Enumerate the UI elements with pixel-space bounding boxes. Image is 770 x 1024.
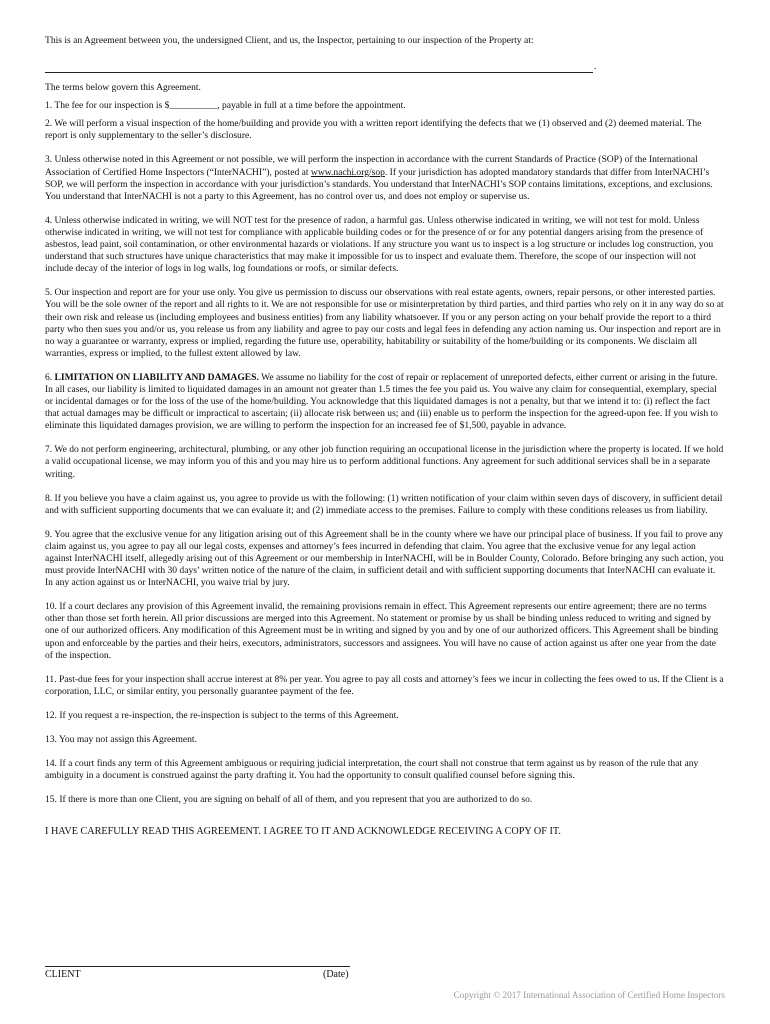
clause-6: [45, 372, 725, 432]
clause-10: 10. If a court declares any provision of this Agreement invalid, the remaining provisions remain in effect. This Agreement represents our entire agreement; there are no terms other than those set forth herein. All prior discussions are merged into this Agreement. No statement or promise by us shall be binding unless reduced to writing and signed by one of our authorized officers. Any modification of this Agreement must be in writing and signed by you and by one of our authorized officers. This Agreement shall be binding upon and enforceable by the parties and their heirs, executors, administrators, successors and assignees. You will have no cause of action against us after one year from the date of the inspection.: [45, 601, 719, 661]
clause-4: 4. Unless otherwise indicated in writing, we will NOT test for the presence of radon, a harmful gas. Unless otherwise indicated in writing, we will not test for mold. Unless otherwise indicated in writing, we will not test for compliance with applicable building codes or for the presence of or for any potential dangers arising from the presence of asbestos, lead paint, soil contamination, or other environmental hazards or violations. If any structure you want us to inspect is a log structure or includes log construction, you understand that such structures have unique characteristics that may make it impossible for us to inspect and evaluate them. Therefore, the scope of our inspection will not include decay of the interior of logs in log walls, log foundations or roofs, or similar defects.: [45, 214, 714, 275]
clause-3: [45, 154, 725, 202]
clause-6-number: 6.: [45, 371, 55, 383]
clause-3-text-b: . If your jurisdiction has adopted mandatory standards that differ from InterNACHI’s SOP, we will perform the inspection in accordance with your jurisdiction’s standards. You understand that InterNACHI’s SOP contains limitations, exceptions, and exclusions. You understand that InterNACHI is not a party to this Agreement, has no control over us, and does not employ or supervise us.: [45, 166, 713, 202]
client-label: CLIENT: [45, 969, 81, 980]
address-line-period: .: [594, 61, 597, 72]
sop-link[interactable]: www.nachi.org/sop: [310, 166, 385, 178]
property-address-line[interactable]: [45, 53, 593, 73]
agreement-document: [45, 35, 725, 839]
clause-3-text-a: 3. Unless otherwise noted in this Agreement or not possible, we will perform the inspection in accordance with the current Standards of Practice (SOP) of the International Association of Certified Home Inspectors (“InterNACHI”), posted at: [45, 154, 698, 178]
clause-6-title: LIMITATION ON LIABILITY AND DAMAGES.: [54, 371, 259, 383]
clause-8: 8. If you believe you have a claim against us, you agree to provide us with the following: (1) written notification of your claim within seven days of discovery, in sufficient detail and with sufficient supporting documents that we can evaluate it; and (2) immediate access to the premises. Failure to comply with these conditions releases us from liability.: [45, 492, 723, 516]
clause-2: 2. We will perform a visual inspection of the home/building and provide you with a written report identifying the defects that we (1) observed and (2) deemed material. The report is only supplementary to the seller’s disclosure.: [45, 118, 702, 142]
acknowledgement-statement: I HAVE CAREFULLY READ THIS AGREEMENT. I AGREE TO IT AND ACKNOWLEDGE RECEIVING A COPY OF IT.: [45, 826, 561, 838]
clause-5: 5. Our inspection and report are for your use only. You give us permission to discuss our observations with real estate agents, owners, repair persons, or other interested parties. You will be the sole owner of the report and all rights to it. We are not responsible for use or misinterpretation by third parties, and third parties who rely on it in any way do so at their own risk and release us (including employees and business entities) from any liability whatsoever. If you or any person acting on your behalf provide the report to a third party who then sues you and/or us, you release us from any liability and agree to pay our costs and legal fees in defending any action naming us. Our inspection and report are in no way a guarantee or warranty, express or implied, regarding the future use, operability, habitability or suitability of the home/building or its components. We disclaim all warranties, express or implied, to the fullest extent allowed by law.: [45, 287, 724, 359]
clause-9: 9. You agree that the exclusive venue for any litigation arising out of this Agreement shall be in the county where we have our principal place of business. If you fail to prove any claim against us, you agree to pay all our legal costs, expenses and attorney’s fees incurred in defending that claim. You agree that the exclusive venue for any legal action against InterNACHI itself, allegedly arising out of this Agreement or our membership in InterNACHI, will be in Boulder County, Colorado. Before bringing any such action, you must provide InterNACHI with 30 days’ written notice of the nature of the claim, in sufficient detail and with sufficient supporting documents that InterNACHI can evaluate it. In any action against us or InterNACHI, you waive trial by jury.: [45, 528, 724, 589]
clause-7: 7. We do not perform engineering, architectural, plumbing, or any other job function requiring an occupational license in the jurisdiction where the property is located. If we hold a valid occupational license, we may inform you of this and you may hire us to perform additional functions. Any agreement for such additional services shall be in a separate writing.: [45, 444, 724, 480]
clause-11: 11. Past-due fees for your inspection shall accrue interest at 8% per year. You agree to pay all costs and attorney’s fees we incur in collecting the fees owed to us. If the Client is a corporation, LLC, or similar entity, you personally guarantee payment of the fee.: [45, 673, 724, 697]
clause-13: 13. You may not assign this Agreement.: [45, 734, 197, 746]
client-signature-line[interactable]: [45, 966, 350, 967]
clause-1: 1. The fee for our inspection is $__________, payable in full at a time before the appointment.: [45, 100, 406, 112]
terms-lead: The terms below govern this Agreement.: [45, 82, 201, 94]
date-label: (Date): [323, 969, 349, 980]
property-address-row: [45, 53, 725, 73]
clause-14: 14. If a court finds any term of this Agreement ambiguous or requiring judicial interpretation, the court shall not construe that term against us by reason of the rule that any ambiguity in a document is construed against the party drafting it. You had the opportunity to consult qualified counsel before signing this.: [45, 758, 699, 782]
clause-15: 15. If there is more than one Client, you are signing on behalf of all of them, and you represent that you are authorized to do so.: [45, 794, 533, 806]
intro-text: This is an Agreement between you, the undersigned Client, and us, the Inspector, pertaining to our inspection of the Property at:: [45, 35, 534, 46]
clause-12: 12. If you request a re-inspection, the re-inspection is subject to the terms of this Agreement.: [45, 709, 399, 721]
copyright-footer: Copyright © 2017 International Association of Certified Home Inspectors: [453, 990, 725, 1000]
clause-6-text: We assume no liability for the cost of repair or replacement of unreported defects, either current or arising in the future. In all cases, our liability is limited to liquidated damages in an amount not greater than 1.5 times the fee you paid us. You waive any claim for consequential, exemplary, special or incidental damages or for the loss of the use of the home/building. You acknowledge that this liquidated damages is not a penalty, but that we intend it to: (i) reflect the fact that actual damages may be difficult or impractical to ascertain; (ii) allocate risk between us; and (iii) enable us to perform the inspection for the agreed-upon fee. If you wish to eliminate this liquidated damages provision, we are willing to perform the inspection for an increased fee of $1,500, payable in advance.: [45, 371, 718, 432]
